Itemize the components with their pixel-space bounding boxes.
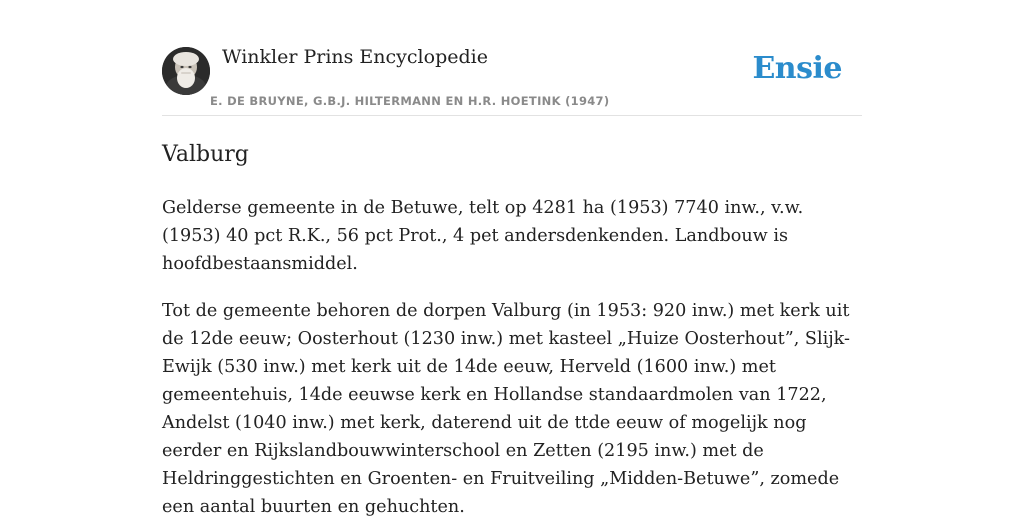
author-avatar[interactable]: [162, 47, 210, 95]
source-authors: E. DE BRUYNE, G.B.J. HILTERMANN EN H.R. HOETINK (1947): [210, 94, 610, 108]
source-title[interactable]: Winkler Prins Encyclopedie: [222, 46, 488, 68]
entry-paragraph: Tot de gemeente behoren de dorpen Valburg (in 1953: 920 inw.) met kerk uit de 12de eeuw; Oosterhout (1230 inw.) met kasteel „Huize Oosterhout”, Slijk-Ewijk (530 inw.) met kerk uit de 14de eeuw, Herveld (1600 inw.) met gemeentehuis, 14de eeuwse kerk en Hollandse standaardmolen van 1722, Andelst (1040 inw.) met kerk, daterend uit de ttde eeuw of mogelijk nog eerder en Rijkslandbouwwinterschool en Zetten (2195 inw.) met de Heldringgestichten en Groenten- en Fruitveiling „Midden-Betuwe”, zomede een aantal buurten en gehuchten.: [162, 301, 850, 517]
entry-paragraph: Gelderse gemeente in de Betuwe, telt op 4281 ha (1953) 7740 inw., v.w. (1953) 40 pct R.K., 56 pct Prot., 4 pet andersdenkenden. Landbouw is hoofdbestaansmiddel.: [162, 198, 804, 274]
page-container: [162, 0, 862, 521]
author-portrait-icon: [162, 47, 210, 95]
source-header: [162, 0, 862, 116]
entry-title: Valburg: [162, 142, 249, 167]
ensie-logo[interactable]: Ensie: [752, 51, 842, 86]
